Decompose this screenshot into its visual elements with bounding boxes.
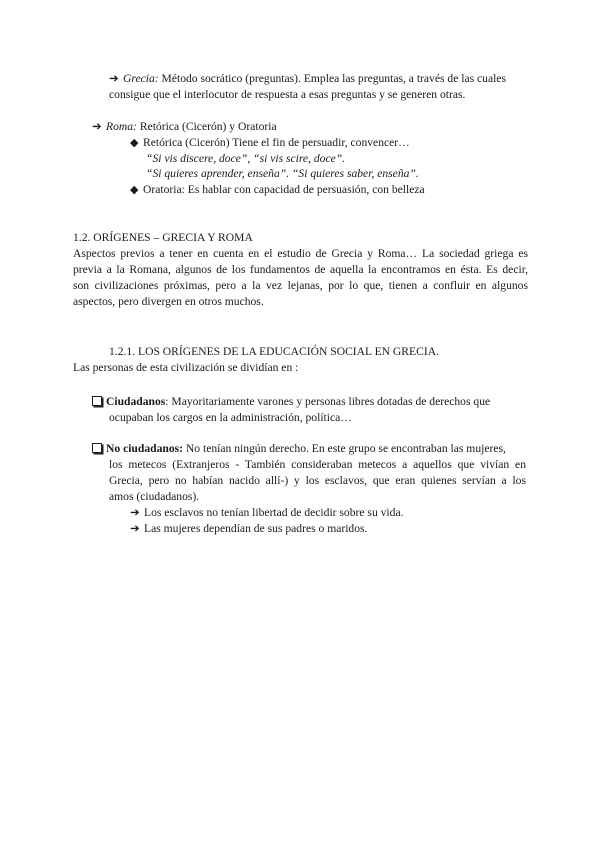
checkbox-bullet-icon <box>92 396 102 406</box>
roma-sub-oratoria <box>130 182 530 198</box>
section-heading-1-2-1: 1.2.1. LOS ORÍGENES DE LA EDUCACIÓN SOCIAL EN GRECIA. <box>109 345 439 358</box>
grecia-label: Grecia: <box>123 72 159 85</box>
esclavos-text: Los esclavos no tenían libertad de decidir sobre su vida. <box>144 506 404 519</box>
no-ciudadanos-line4: amos (ciudadanos). <box>109 490 200 503</box>
paragraph-line: aspectos, pero divergen en otros muchos. <box>73 295 264 308</box>
roma-bullet <box>92 119 512 135</box>
ciudadanos-label: Ciudadanos <box>106 395 166 408</box>
paragraph-line: son civilizaciones próximas, pero a la vez lejanas, por lo que, tienen a confluir en algunos <box>73 279 528 292</box>
roma-label: Roma: <box>106 120 137 133</box>
section-heading-1-2: 1.2. ORÍGENES – GRECIA Y ROMA <box>73 231 253 244</box>
no-ciudadanos-sub-esclavos <box>130 505 530 521</box>
no-ciudadanos-line1: No tenían ningún derecho. En este grupo se encontraban las mujeres, <box>183 442 506 455</box>
checkbox-bullet-icon <box>92 443 102 453</box>
arrow-icon: ➔ <box>109 72 119 85</box>
diamond-icon: ◆ <box>130 137 139 149</box>
ciudadanos-line1: : Mayoritariamente varones y personas libres dotadas de derechos que <box>165 395 491 408</box>
arrow-icon: ➔ <box>130 506 140 519</box>
paragraph-line: previa a la Romana, algunos de los fundamentos de aquella la encontramos en ésta. Es decir, <box>73 263 528 276</box>
roma-text: Retórica (Cicerón) y Oratoria <box>136 120 277 133</box>
grecia-bullet <box>109 71 529 103</box>
grecia-text-line2: consigue que el interlocutor de respuesta a esas preguntas y se generen otras. <box>109 88 466 101</box>
retorica-text: Retórica (Cicerón) Tiene el fin de persuadir, convencer… <box>143 136 410 149</box>
arrow-icon: ➔ <box>92 120 102 133</box>
roma-sub-retorica <box>130 135 530 151</box>
section-1-2-paragraph <box>73 246 528 310</box>
paragraph-line: Aspectos previos a tener en cuenta en el estudio de Grecia y Roma… La sociedad griega es <box>73 247 528 260</box>
quote-latin: “Si vis discere, doce”, “si vis scire, doce”. <box>146 152 346 165</box>
ciudadanos-item <box>92 394 532 426</box>
diamond-icon: ◆ <box>130 184 139 196</box>
grecia-text-line1: Método socrático (preguntas). Emplea las preguntas, a través de las cuales <box>158 72 506 85</box>
no-ciudadanos-sub-mujeres <box>130 521 530 537</box>
oratoria-text: Oratoria: Es hablar con capacidad de persuasión, con belleza <box>143 183 425 196</box>
arrow-icon: ➔ <box>130 522 140 535</box>
section-1-2-1-intro: Las personas de esta civilización se dividían en : <box>73 361 299 374</box>
no-ciudadanos-line3: Grecia, pero no habían nacido allí-) y los esclavos, que eran quienes servían a los <box>109 474 526 487</box>
mujeres-text: Las mujeres dependían de sus padres o maridos. <box>144 522 368 535</box>
no-ciudadanos-line2: los metecos (Extranjeros - También consideraban metecos a aquellos que vivían en <box>109 458 526 471</box>
ciudadanos-line2: ocupaban los cargos en la administración, política… <box>109 411 352 424</box>
no-ciudadanos-item <box>92 441 526 505</box>
no-ciudadanos-label: No ciudadanos: <box>106 442 183 455</box>
quote-spanish: “Si quieres aprender, enseña”. “Si quieres saber, enseña”. <box>146 167 419 180</box>
